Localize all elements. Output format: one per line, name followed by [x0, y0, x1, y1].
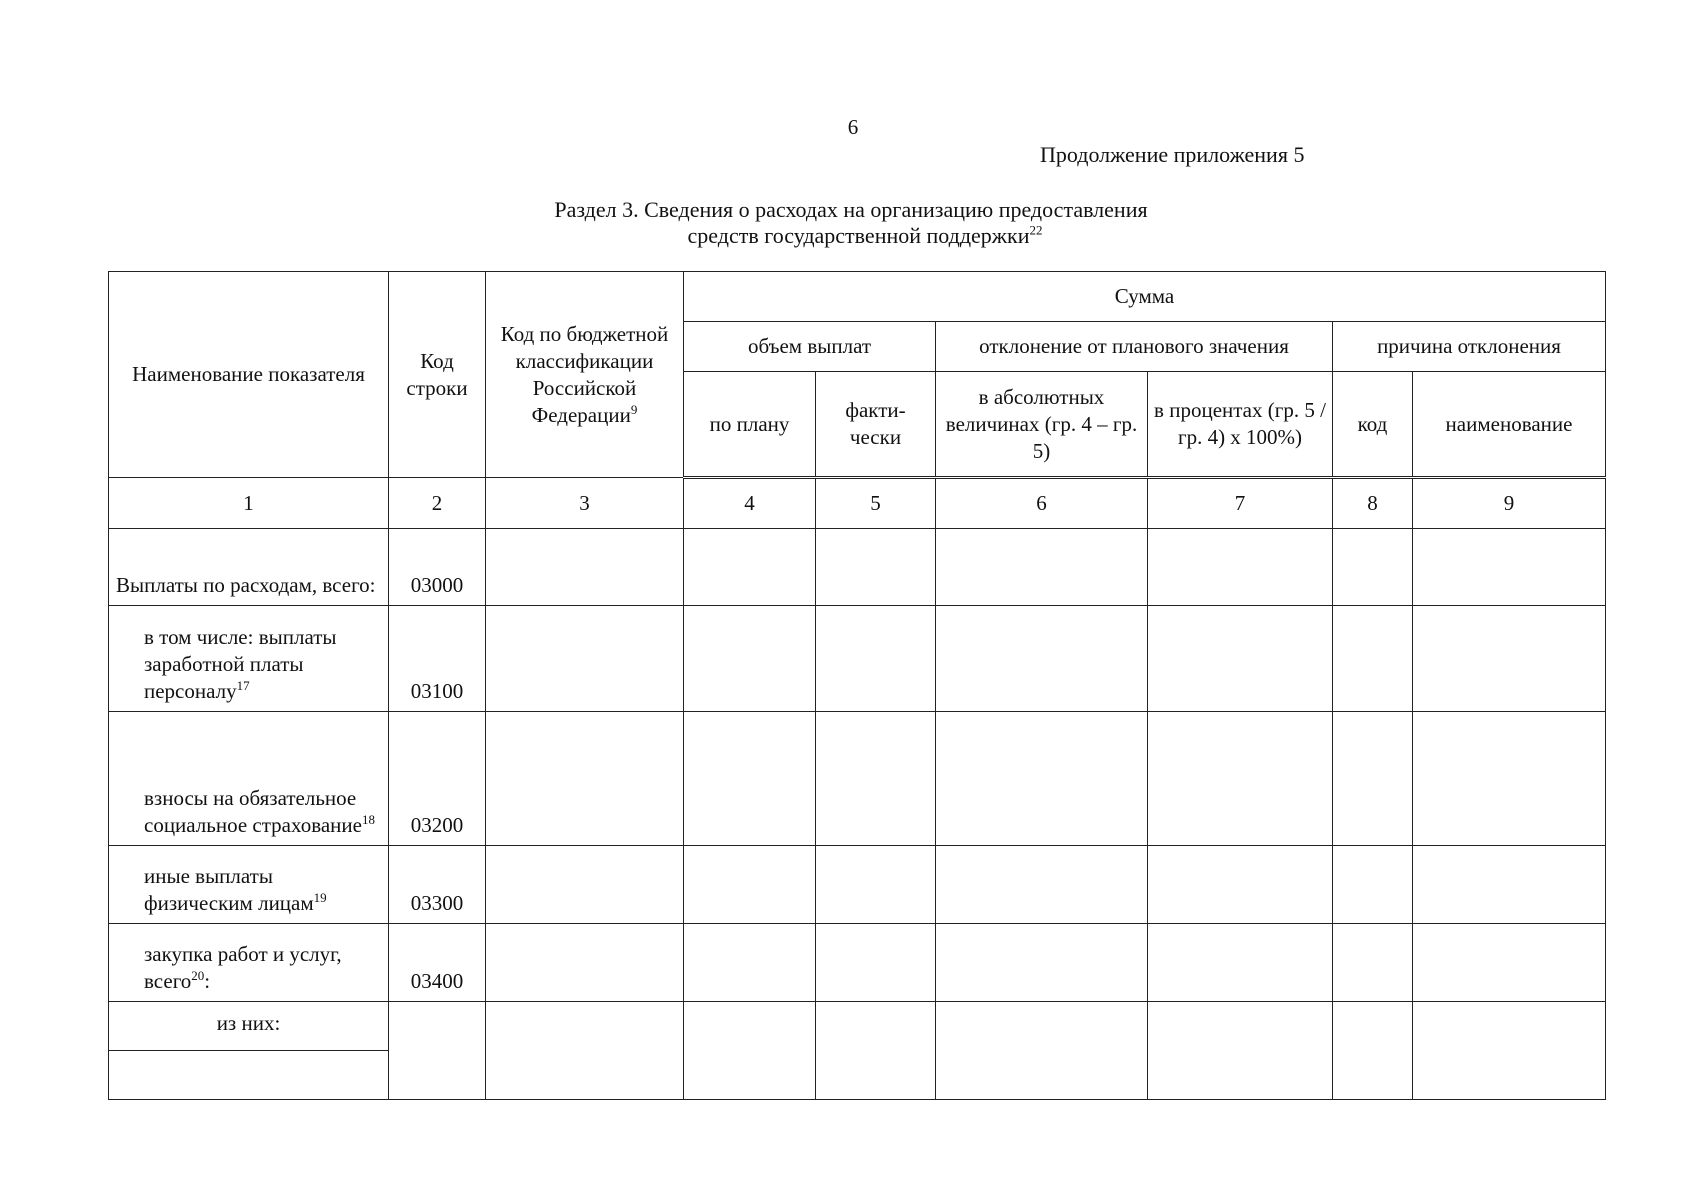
of-them-label: из них:	[109, 1002, 389, 1051]
column-number: 4	[684, 478, 816, 529]
cell-3[interactable]	[486, 846, 684, 924]
cell-9[interactable]	[1413, 606, 1606, 712]
header-name: Наименование показателя	[109, 272, 389, 478]
header-reason-name: наименование	[1413, 372, 1606, 478]
cell-4[interactable]	[684, 606, 816, 712]
cell-3[interactable]	[486, 606, 684, 712]
row-name: закупка работ и услуг, всего$^{20}$:	[109, 924, 389, 1002]
table-row	[109, 712, 1606, 846]
row-name[interactable]	[109, 1051, 389, 1100]
cell-7[interactable]	[1148, 712, 1333, 846]
cell-3[interactable]	[486, 529, 684, 606]
column-number: 2	[389, 478, 486, 529]
cell-6[interactable]	[936, 712, 1148, 846]
cell-7[interactable]	[1148, 529, 1333, 606]
cell-5[interactable]	[816, 529, 936, 606]
column-number: 9	[1413, 478, 1606, 529]
cell-7[interactable]	[1148, 924, 1333, 1002]
column-number: 7	[1148, 478, 1333, 529]
table-row	[109, 924, 1606, 1002]
header-row-code: Код строки	[389, 272, 486, 478]
cell-7[interactable]	[1148, 1002, 1333, 1100]
header-reason: причина отклонения	[1333, 322, 1606, 372]
cell-3[interactable]	[486, 1002, 684, 1100]
column-number: 1	[109, 478, 389, 529]
row-code: 03000	[389, 529, 486, 606]
cell-6[interactable]	[936, 606, 1148, 712]
cell-4[interactable]	[684, 1002, 816, 1100]
column-numbers-row	[109, 478, 1606, 529]
row-code: 03300	[389, 846, 486, 924]
cell-7[interactable]	[1148, 846, 1333, 924]
cell-6[interactable]	[936, 846, 1148, 924]
footnote-ref: 19	[313, 890, 327, 905]
cell-8[interactable]	[1333, 606, 1413, 712]
header-bk-code: Код по бюджетной классификации Российской Федерации$^9$	[486, 272, 684, 478]
header-payments: объем выплат	[684, 322, 936, 372]
footnote-ref: 20	[191, 968, 205, 983]
cell-5[interactable]	[816, 712, 936, 846]
header-deviation: отклонение от планового значения	[936, 322, 1333, 372]
cell-5[interactable]	[816, 606, 936, 712]
table-row	[109, 606, 1606, 712]
footnote-ref: 18	[361, 812, 375, 827]
header-actual: факти- чески	[816, 372, 936, 478]
section-title-line-1: Раздел 3. Сведения о расходах на организацию предоставления	[554, 197, 1148, 222]
header-absolute: в абсолютных величинах (гр. 4 – гр. 5)	[936, 372, 1148, 478]
header-sum: Сумма	[684, 272, 1606, 322]
cell-9[interactable]	[1413, 924, 1606, 1002]
cell-8[interactable]	[1333, 712, 1413, 846]
cell-3[interactable]	[486, 712, 684, 846]
cell-4[interactable]	[684, 924, 816, 1002]
cell-4[interactable]	[684, 529, 816, 606]
column-number: 6	[936, 478, 1148, 529]
footnote-ref: 17	[236, 678, 250, 693]
column-number: 3	[486, 478, 684, 529]
footnote-ref: 22	[1029, 222, 1043, 238]
column-number: 5	[816, 478, 936, 529]
cell-6[interactable]	[936, 924, 1148, 1002]
header-plan: по плану	[684, 372, 816, 478]
cell-6[interactable]	[936, 529, 1148, 606]
cell-8[interactable]	[1333, 924, 1413, 1002]
page-number: 6	[847, 115, 859, 139]
section-title	[420, 197, 1300, 249]
row-name: иные выплаты физическим лицам$^{19}$	[109, 846, 389, 924]
cell-8[interactable]	[1333, 529, 1413, 606]
header-percent: в процентах (гр. 5 / гр. 4) х 100%)	[1148, 372, 1333, 478]
cell-5[interactable]	[816, 846, 936, 924]
cell-9[interactable]	[1413, 529, 1606, 606]
cell-9[interactable]	[1413, 712, 1606, 846]
row-code: 03200	[389, 712, 486, 846]
cell-8[interactable]	[1333, 1002, 1413, 1100]
row-name: в том числе: выплаты заработной платы персоналу$^{17}$	[109, 606, 389, 712]
row-code: 03100	[389, 606, 486, 712]
section-title-line-2: средств государственной поддержки$^{22}$	[687, 222, 1043, 248]
cell-4[interactable]	[684, 846, 816, 924]
cell-8[interactable]	[1333, 846, 1413, 924]
row-code[interactable]	[389, 1002, 486, 1100]
cell-5[interactable]	[816, 924, 936, 1002]
appendix-continuation: Продолжение приложения 5	[1040, 142, 1305, 167]
cell-5[interactable]	[816, 1002, 936, 1100]
table-row	[109, 846, 1606, 924]
expenses-table	[108, 271, 1606, 1100]
column-number: 8	[1333, 478, 1413, 529]
cell-9[interactable]	[1413, 846, 1606, 924]
cell-4[interactable]	[684, 712, 816, 846]
footnote-ref: 9	[630, 401, 638, 417]
header-reason-code: код	[1333, 372, 1413, 478]
cell-7[interactable]	[1148, 606, 1333, 712]
table-row	[109, 529, 1606, 606]
table-row	[109, 1002, 1606, 1051]
row-name: взносы на обязательное социальное страхование$^{18}$	[109, 712, 389, 846]
row-code: 03400	[389, 924, 486, 1002]
cell-9[interactable]	[1413, 1002, 1606, 1100]
cell-3[interactable]	[486, 924, 684, 1002]
cell-6[interactable]	[936, 1002, 1148, 1100]
row-name: Выплаты по расходам, всего:	[109, 529, 389, 606]
